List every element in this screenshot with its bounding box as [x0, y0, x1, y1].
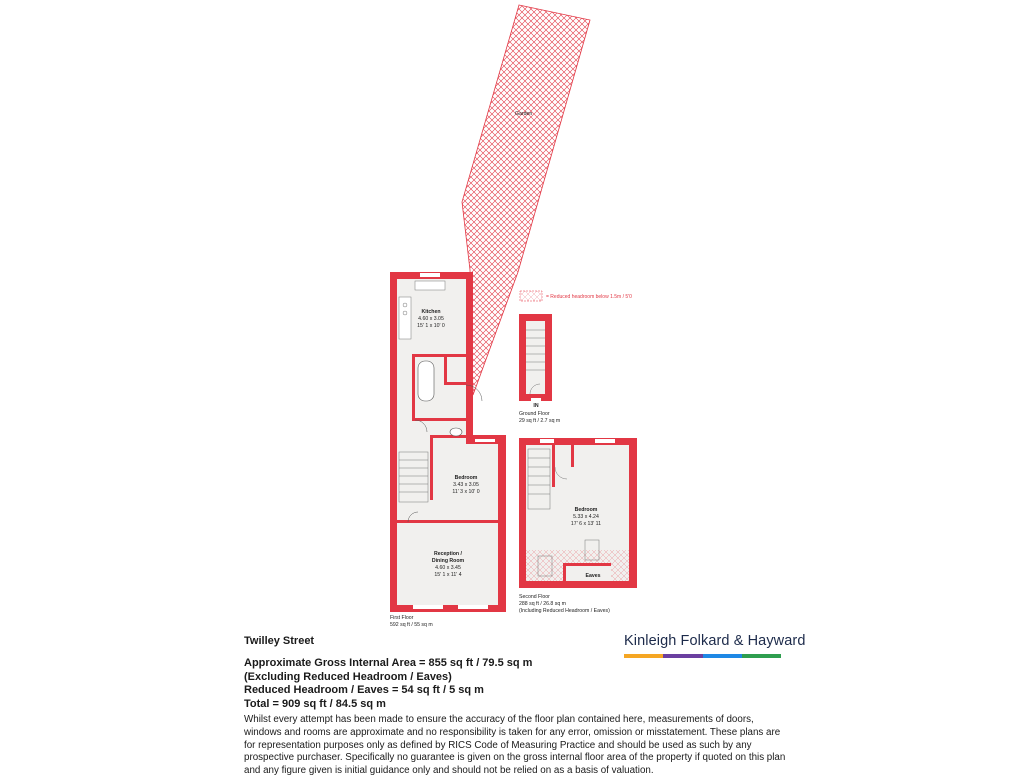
first-floor-name: First Floor	[390, 615, 414, 621]
second-bedroom-name: Bedroom	[574, 507, 598, 513]
bedroom-name: Bedroom	[454, 475, 478, 481]
reduced-headroom-area: Reduced Headroom / Eaves = 54 sq ft / 5 sq m	[244, 684, 484, 697]
kitchen-name: Kitchen	[421, 309, 441, 315]
second-floor-note: (Including Reduced Headroom / Eaves)	[519, 608, 610, 614]
ground-floor-plan	[519, 314, 560, 424]
second-bedroom-metric: 5.33 x 4.24	[573, 514, 599, 520]
second-bedroom-imperial: 17' 6 x 13' 11	[570, 521, 602, 527]
second-floor-area: 288 sq ft / 26.8 sq m	[519, 601, 567, 607]
disclaimer-text: Whilst every attempt has been made to ensure the accuracy of the floor plan contained here, measurements of doors, windows and rooms are approximate and no responsibility is taken for any error, omission or misstatement. These plans are for representation purposes only as defined by RICS Code of Measuring Practice and should be used as such by any prospective purchaser. Specifically no guarantee is given on the gross internal floor area of the property if quoted on this plan and any figure given is initial guidance only and should not be relied on as a basis of valuation.	[244, 714, 786, 776]
brand-name: Kinleigh Folkard & Hayward	[624, 633, 806, 649]
legend-swatch	[520, 291, 542, 301]
second-floor-name: Second Floor	[519, 594, 550, 600]
gross-internal-area: Approximate Gross Internal Area = 855 sq ft / 79.5 sq m	[244, 657, 533, 669]
brand-bar-segment	[703, 654, 742, 658]
first-floor-area: 592 sq ft / 55 sq m	[390, 622, 433, 628]
brand-bar-segment	[663, 654, 702, 658]
bedroom-metric: 3.43 x 3.05	[453, 482, 479, 488]
garden-label: Garden	[515, 111, 533, 117]
brand-color-bar	[624, 654, 781, 658]
reception-metric: 4.60 x 3.45	[435, 565, 461, 571]
brand-logo	[624, 633, 806, 658]
ground-entrance-label: IN	[533, 403, 539, 409]
eaves-label: Eaves	[585, 573, 601, 579]
kitchen-imperial: 15' 1 x 10' 0	[417, 323, 445, 329]
brand-bar-segment	[624, 654, 663, 658]
bedroom-imperial: 11' 3 x 10' 0	[452, 489, 480, 495]
reception-name-2: Dining Room	[431, 558, 465, 564]
ground-floor-name: Ground Floor	[519, 411, 550, 417]
legend-text: = Reduced headroom below 1.5m / 5'0	[546, 294, 632, 300]
brand-bar-segment	[742, 654, 781, 658]
total-area: Total = 909 sq ft / 84.5 sq m	[244, 697, 386, 710]
property-address: Twilley Street	[244, 635, 315, 647]
second-floor-plan	[519, 438, 637, 614]
ground-floor-area: 29 sq ft / 2.7 sq m	[519, 418, 561, 424]
reception-imperial: 15' 1 x 11' 4	[434, 572, 462, 578]
gross-area-exclusion: (Excluding Reduced Headroom / Eaves)	[244, 670, 452, 683]
kitchen-metric: 4.60 x 3.05	[418, 316, 444, 322]
reception-name-1: Reception /	[434, 551, 462, 557]
